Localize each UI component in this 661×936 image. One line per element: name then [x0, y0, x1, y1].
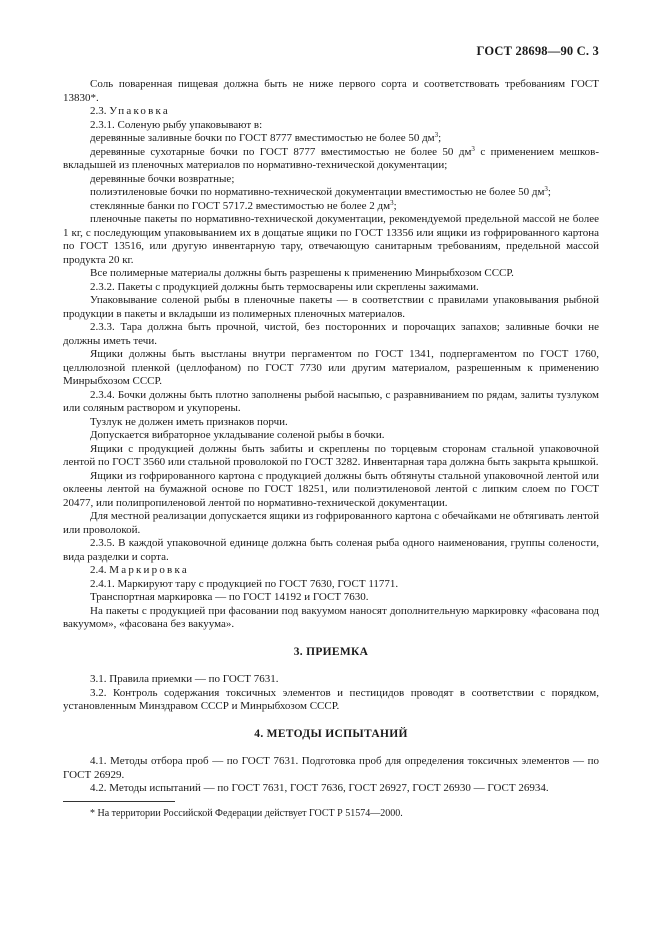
paragraph: 3.2. Контроль содержания токсичных элементов и пестицидов проводят в соответствии с порядком, установленным Минздравом СССР и Минрыбхозом СССР.	[63, 686, 599, 712]
footnote: * На территории Российской Федерации действует ГОСТ Р 51574—2000.	[90, 808, 403, 819]
paragraph: Допускается вибраторное укладывание соленой рыбы в бочки.	[90, 429, 385, 441]
subsection-heading: 2.3. Упаковка	[90, 105, 170, 117]
list-item: деревянные сухотарные бочки по ГОСТ 8777 вместимостью не более 50 $дм^3$ с применением мешков-вкладышей из пленочных материалов по нормативно-технической документации;	[63, 144, 600, 171]
paragraph: 2.3.4. Бочки должны быть плотно заполнены рыбой насыпью, с разравниванием по рядам, залиты тузлуком или соляным раствором и укупорены.	[63, 388, 599, 414]
list-item: стеклянные банки по ГОСТ 5717.2 вместимостью не более 2 $дм^3$;	[90, 198, 397, 212]
paragraph: Ящики с продукцией должны быть забиты и скреплены по торцевым сторонам стальной упаковочной лентой по ГОСТ 3560 или стальной проволокой по ГОСТ 3282. Инвентарная тара должна быть закрыта крышкой.	[63, 442, 599, 468]
list-item: полиэтиленовые бочки по нормативно-технической документации вместимостью не более 50 $дм^3$;	[90, 185, 551, 198]
paragraph: Соль поваренная пищевая должна быть не ниже первого сорта и соответствовать требованиям ГОСТ 13830*.	[63, 78, 599, 104]
paragraph: 2.3.2. Пакеты с продукцией должны быть термосварены или скреплены зажимами.	[90, 280, 479, 293]
paragraph: Тузлук не должен иметь признаков порчи.	[90, 415, 288, 428]
paragraph: 4.2. Методы испытаний — по ГОСТ 7631, ГОСТ 7636, ГОСТ 26927, ГОСТ 26930 — ГОСТ 26934.	[90, 782, 549, 794]
paragraph: Все полимерные материалы должны быть разрешены к применению Минрыбхозом СССР.	[90, 267, 514, 279]
paragraph: На пакеты с продукцией при фасовании под вакуумом наносят дополнительную маркировку «фасована под вакуумом», «фасована без вакуума».	[63, 604, 599, 630]
list-item: пленочные пакеты по нормативно-технической документации, рекомендуемой предельной массой не более 1 кг, с последующим упаковыванием их в дощатые ящики по ГОСТ 13356 или ящики из гофрированного картона по ГОСТ 13516, или другую инвентарную тару, отвечающую санитарным требованиям, предельной массой продукта 20 кг.	[63, 213, 599, 266]
paragraph: Транспортная маркировка — по ГОСТ 14192 и ГОСТ 7630.	[90, 591, 369, 603]
paragraph: 4.1. Методы отбора проб — по ГОСТ 7631. Подготовка проб для определения токсичных элементов — по ГОСТ 26929.	[63, 755, 599, 781]
paragraph: 3.1. Правила приемки — по ГОСТ 7631.	[90, 673, 279, 685]
list-item: деревянные бочки возвратные;	[90, 172, 235, 185]
paragraph: 2.4.1. Маркируют тару с продукцией по ГОСТ 7630, ГОСТ 11771.	[90, 577, 399, 590]
list-item: деревянные заливные бочки по ГОСТ 8777 вместимостью не более 50 $дм^3$;	[90, 131, 442, 144]
paragraph: 2.3.3. Тара должна быть прочной, чистой, без посторонних и порочащих запахов; заливные бочки не должны иметь течи.	[63, 321, 599, 347]
paragraph: Ящики из гофрированного картона с продукцией должны быть обтянуты стальной упаковочной лентой или оклеены лентой на бумажной основе по ГОСТ 18251, или полиэтиленовой лентой с липким слоем по ГОСТ 20477, или полипропиленовой лентой по нормативно-технической документации.	[63, 469, 599, 509]
section-heading-test-methods: 4. МЕТОДЫ ИСПЫТАНИЙ	[254, 727, 408, 740]
footnote-divider	[63, 801, 175, 802]
paragraph: Ящики должны быть выстланы внутри пергаментом по ГОСТ 1341, подпергаментом по ГОСТ 1760, целлюлозной пленкой (целлофаном) по ГОСТ 7730 или другим материалом, разрешенным к применению Минрыбхозом СССР.	[63, 348, 599, 387]
page-header: ГОСТ 28698—90 С. 3	[476, 44, 599, 58]
paragraph: Упаковывание соленой рыбы в пленочные пакеты — в соответствии с правилами упаковывания рыбной продукции в пакеты и вкладыши из полимерных пленочных материалов.	[63, 294, 599, 320]
paragraph: 2.3.5. В каждой упаковочной единице должна быть соленая рыба одного наименования, группы солености, вида разделки и сорта.	[63, 537, 599, 563]
section-heading-acceptance: 3. ПРИЕМКА	[293, 645, 369, 658]
document-body	[63, 78, 599, 796]
subsection-heading: 2.4. Маркировка	[90, 564, 189, 576]
paragraph: Для местной реализации допускается ящики из гофрированного картона с обечайками не обтягивать лентой или проволокой.	[63, 510, 599, 536]
paragraph: 2.3.1. Соленую рыбу упаковывают в:	[90, 118, 263, 131]
